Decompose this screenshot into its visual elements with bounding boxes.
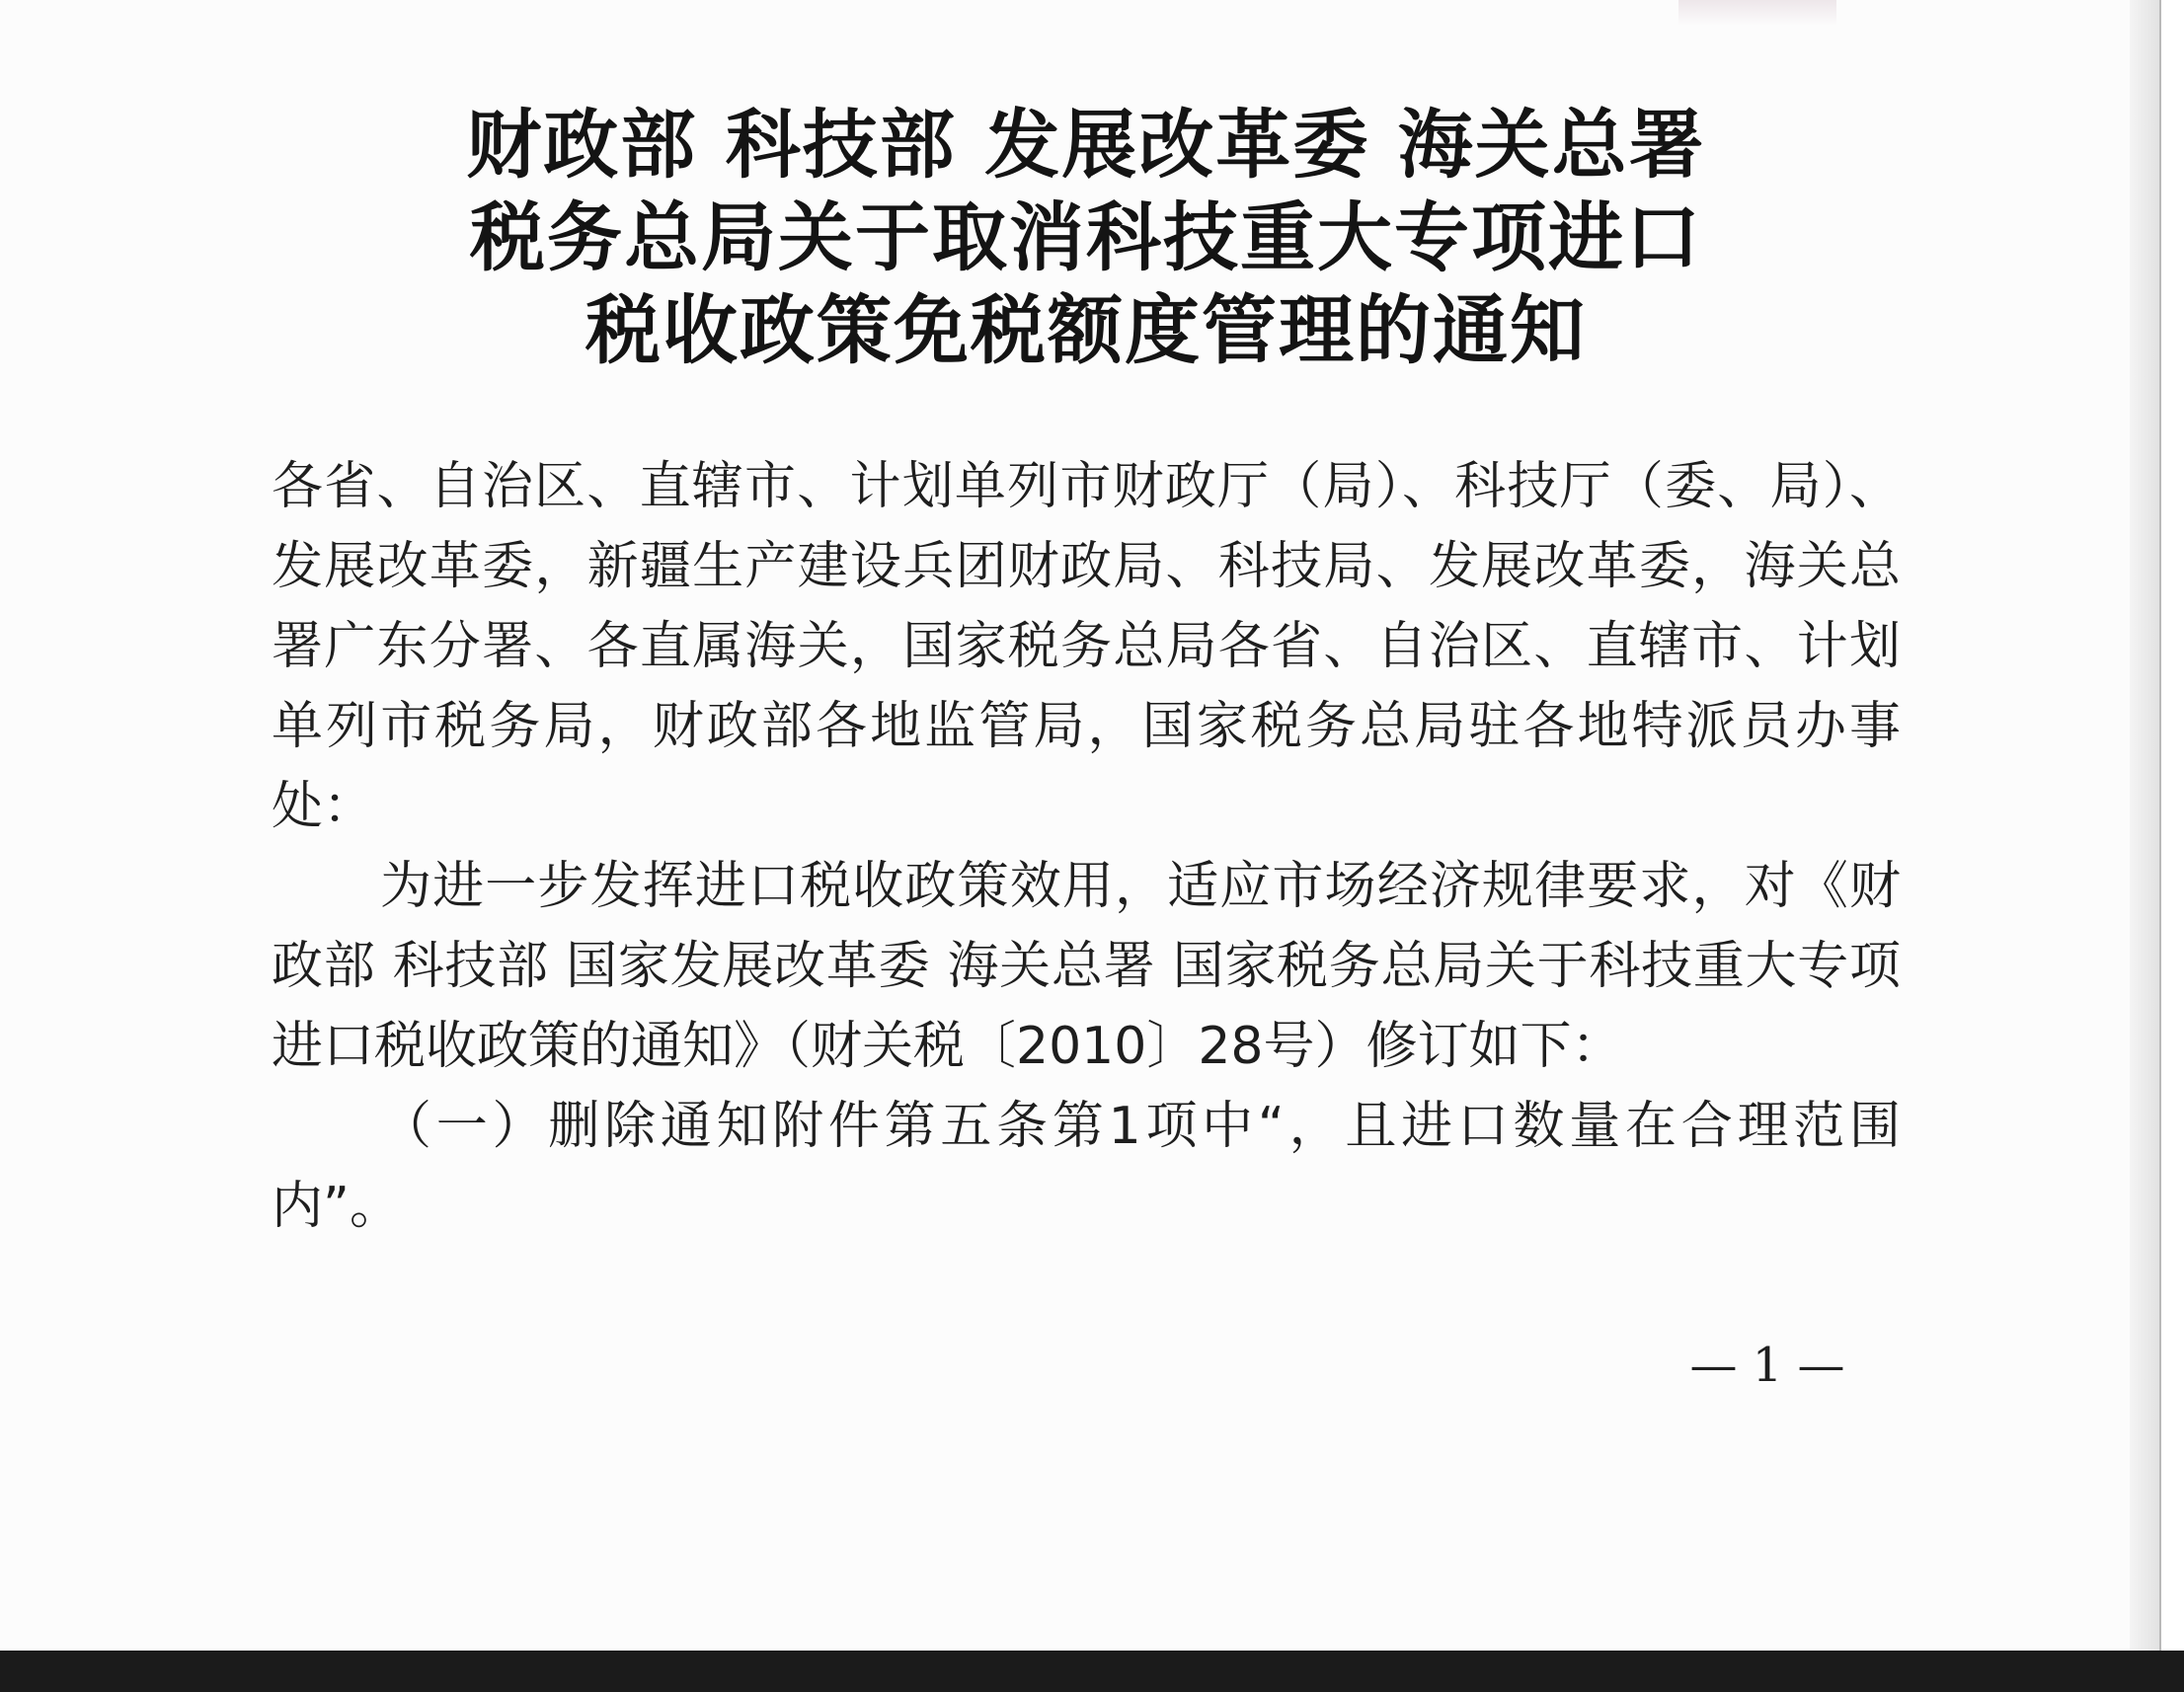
title-line-1: 财政部 科技部 发展改革委 海关总署 bbox=[466, 101, 1706, 189]
title-line-2: 税务总局关于取消科技重大专项进口 bbox=[470, 193, 1702, 281]
scan-right-edge bbox=[2130, 0, 2184, 1692]
scan-smudge bbox=[1678, 0, 1836, 26]
document-body bbox=[272, 447, 1901, 1247]
document-title bbox=[276, 99, 1896, 377]
intro-paragraph: 为进一步发挥进口税收政策效用，适应市场经济规律要求，对《财政部 科技部 国家发展改革委 海关总署 国家税务总局关于科技重大专项进口税收政策的通知》（财关税〔2010〕28号）修订如下： bbox=[272, 857, 1901, 1076]
item-1-paragraph: （一）删除通知附件第五条第1项中“，且进口数量在合理范围内”。 bbox=[272, 1097, 1901, 1236]
page-number: — 1 — bbox=[1689, 1338, 1845, 1393]
scan-bottom-band bbox=[0, 1651, 2184, 1692]
recipients-paragraph: 各省、自治区、直辖市、计划单列市财政厅（局）、科技厅（委、局）、发展改革委，新疆生产建设兵团财政局、科技局、发展改革委，海关总署广东分署、各直属海关，国家税务总局各省、自治区、直辖市、计划单列市税务局，财政部各地监管局，国家税务总局驻各地特派员办事处： bbox=[272, 457, 1901, 836]
title-line-3: 税收政策免税额度管理的通知 bbox=[585, 286, 1587, 374]
